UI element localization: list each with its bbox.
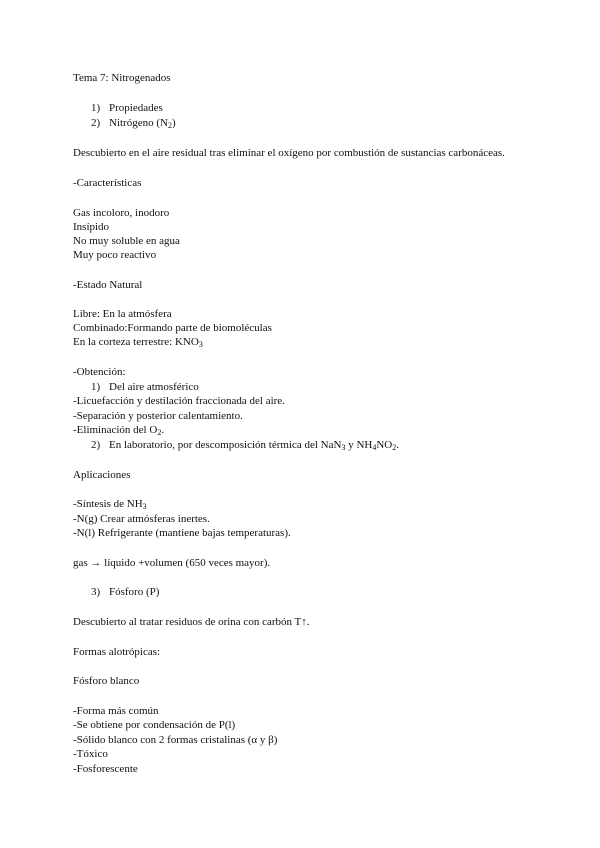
- section-heading-estado-natural: -Estado Natural: [73, 279, 143, 291]
- text-line: Formas alotrópicas:: [73, 646, 161, 658]
- toc-item-label: Propiedades: [109, 102, 163, 114]
- list-item: Insípido: [73, 221, 110, 233]
- section-heading-aplicaciones: Aplicaciones: [73, 469, 131, 481]
- list-item: Del aire atmosférico: [109, 381, 199, 393]
- text-line: -N(g) Crear atmósferas inertes.: [73, 513, 210, 525]
- text-line: En la corteza terrestre: $KNO_3$: [73, 336, 203, 349]
- page-title: Tema 7: Nitrogenados: [73, 72, 171, 84]
- toc-item-number: 2): [91, 117, 101, 129]
- intro-paragraph: Descubierto en el aire residual tras eliminar el oxígeno por combustión de sustancias carbonáceas.: [73, 147, 505, 159]
- list-item: Gas incoloro, inodoro: [73, 207, 170, 219]
- text-line: -Licuefacción y destilación fraccionada del aire.: [73, 395, 285, 407]
- list-item: -Se obtiene por condensación de P(l): [73, 719, 236, 731]
- text-line: -N(l) Refrigerante (mantiene bajas temperaturas).: [73, 527, 291, 539]
- list-item: -Sólido blanco con 2 formas cristalinas (α y β): [73, 734, 278, 746]
- text-line: -Eliminación del $O_2$.: [73, 424, 165, 437]
- toc-item-number: 1): [91, 102, 101, 114]
- section-heading-obtencion: -Obtención:: [73, 366, 126, 378]
- text-line: Descubierto al tratar residuos de orina con carbón T↑.: [73, 616, 310, 628]
- toc-item-label: Nitrógeno $(N_2)$: [109, 117, 176, 130]
- list-item: En laboratorio, por descomposición térmica del NaN$_3$ y $NH_4NO_2$.: [109, 439, 399, 452]
- section-heading-caracteristicas: -Características: [73, 177, 142, 189]
- text-line: Fósforo blanco: [73, 675, 140, 687]
- text-line: -Separación y posterior calentamiento.: [73, 410, 243, 422]
- list-item: -Forma más común: [73, 705, 159, 717]
- list-item: -Fosforescente: [73, 763, 138, 775]
- text-line: Libre: En la atmósfera: [73, 308, 172, 320]
- text-line: -Síntesis de $NH_3$: [73, 498, 147, 511]
- list-item: Muy poco reactivo: [73, 249, 157, 261]
- list-number: 2): [91, 439, 101, 451]
- list-number: 1): [91, 381, 101, 393]
- list-number: 3): [91, 586, 101, 598]
- list-item: No muy soluble en agua: [73, 235, 180, 247]
- section-heading-fosforo: Fósforo (P): [109, 586, 160, 598]
- list-item: -Tóxico: [73, 748, 108, 760]
- text-line: Combinado:Formando parte de biomoléculas: [73, 322, 272, 334]
- text-line: gas → líquido +volumen (650 veces mayor).: [73, 557, 271, 569]
